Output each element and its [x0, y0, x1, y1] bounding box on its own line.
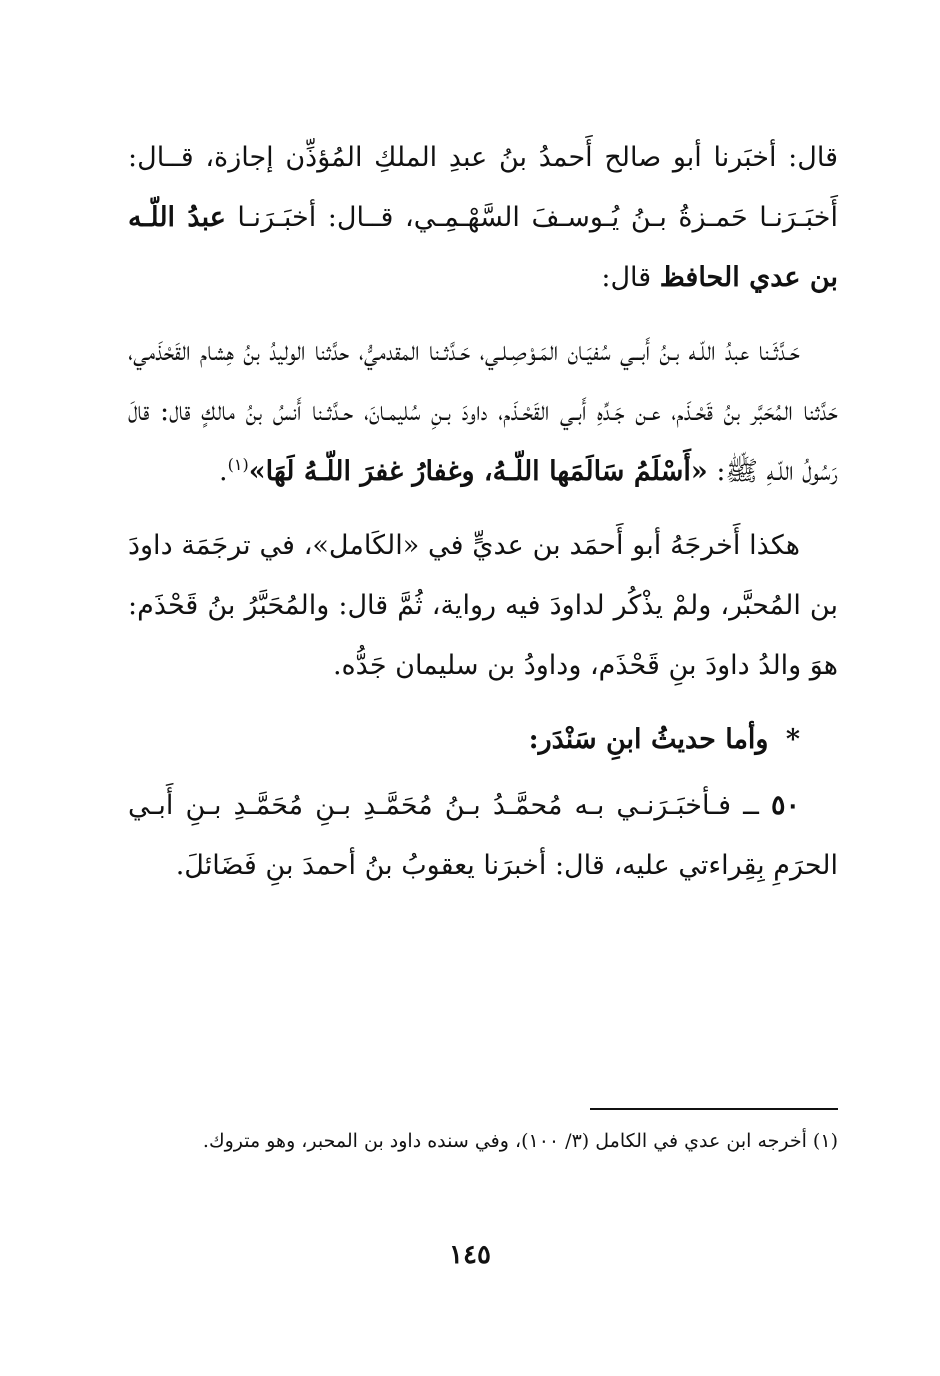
section-heading — [128, 710, 838, 770]
narrator-name-bold: عبدُ اللّـه بن عدي الحافظ — [128, 202, 838, 293]
paragraph-hadith-text: حَـدَّثَـنا عبدُ اللّـه بـنُ أَبــي سُفيَـان المَـوْصِـلـي، حَـدَّثـنا المقدميُّ، حدَّثنا الوليدُ بنُ هِشام القَحْذَمي، حَدَّثنا المُحَبَّر بنُ قَحْـذَم، عـن جَـدِّهِ أَبـي القَحْـذَم، داودَ بـنِ سُليمـانَ، حـدَّثـنا أَنسُ بنُ مالكٍ قال: قالَ رَسُولُ اللّـهِ ﷺ: — [128, 336, 838, 487]
hadith-quote: «أَسْلَمُ سَالَمَها اللّـهُ، وغفارُ غفرَ اللّـهُ لَهَا» — [248, 456, 708, 487]
section-heading-text: وأما حديثُ ابنِ سَنْدَر: — [528, 724, 769, 755]
footnote-marker[interactable]: (١) — [227, 455, 249, 474]
footnote — [128, 1122, 838, 1160]
page-number: ١٤٥ — [449, 1240, 491, 1270]
paragraph-hadith-end: . — [219, 456, 228, 487]
paragraph-isnad-intro-text: قال: أخبَرنا أبو صالح أَحمدُ بنُ عبدِ الملكِ المُؤذِّن إجازة، قــال: أَخبَـرَنـا حَمـزةُ بـنُ يُـوسـفَ السَّهْـمِـي، قــال: أخبَـرَنـا — [128, 142, 838, 233]
paragraph-commentary-text: هكذا أَخرجَهُ أبو أَحمَد بن عديٍّ في «الكَامل»، في ترجَمَة داودَ بن المُحبَّر، ولمْ يذْكُر لداودَ فيه رواية، ثُمَّ قال: والمُحَبَّرُ بنُ قَحْذَم: هوَ والدُ داودَ بنِ قَحْذَم، وداودُ بن سليمان جَدُّه. — [128, 530, 838, 681]
footnote-divider — [590, 1108, 838, 1110]
paragraph-hadith — [128, 322, 838, 502]
paragraph-commentary — [128, 516, 838, 696]
paragraph-isnad-intro-end: قال: — [601, 262, 652, 293]
star-icon: * — [785, 724, 800, 755]
hadith-number-dash: ــ — [743, 790, 759, 821]
paragraph-isnad-intro — [128, 128, 838, 308]
document-body — [128, 128, 838, 910]
paragraph-numbered — [128, 776, 838, 896]
hadith-number: ٥٠ — [770, 790, 800, 821]
paragraph-numbered-text: فـأخبَـرَنـي بـه مُحمَّـدُ بـنُ مُحَمَّـدِ بـنِ مُحَمَّـدِ بـنِ أَبـي الحرَمِ بِقِراءتي عليه، قال: أخبرَنا يعقوبُ بنُ أحمدَ بنِ فَضَائلَ. — [128, 790, 838, 881]
footnote-text: (١) أخرجه ابن عدي في الكامل (٣/ ١٠٠)، وفي سنده داود بن المحبر، وهو متروك. — [202, 1130, 838, 1152]
